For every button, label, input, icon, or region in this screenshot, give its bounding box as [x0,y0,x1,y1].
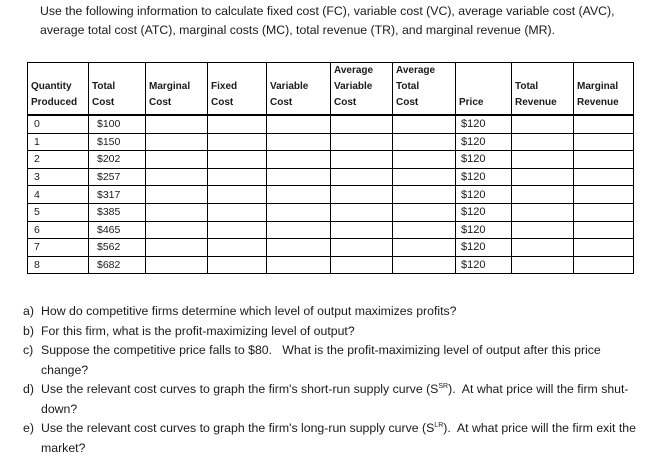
avc-cell [331,133,393,151]
question-letter: d) [23,382,34,396]
marginal-revenue-cell [574,256,634,274]
atc-cell [393,186,456,204]
superscript-sr: SR [438,382,449,390]
total-cost-cell: $682 [89,256,146,274]
marginal-revenue-cell [574,221,634,239]
marginal-cost-cell [146,115,208,133]
marginal-cost-cell [146,151,208,169]
avc-cell [331,203,393,221]
marginal-revenue-cell [574,239,634,257]
question-item [23,380,651,419]
total-revenue-cell [512,186,574,204]
total-revenue-cell [512,168,574,186]
variable-cost-cell [267,151,331,169]
table-row [28,203,634,221]
total-cost-cell: $317 [89,186,146,204]
superscript-lr: LR [434,421,444,429]
table-row [28,168,634,186]
question-text: For this firm, what is the profit-maximizing level of output? [41,323,355,338]
fixed-cost-cell [208,239,267,257]
avc-cell [331,186,393,204]
header-total-revenue: Total Revenue [512,63,574,116]
total-cost-cell: $202 [89,151,146,169]
variable-cost-cell [267,203,331,221]
price-cell: $120 [456,203,512,221]
atc-cell [393,151,456,169]
quantity-cell: 0 [28,115,89,133]
question-text: Use the relevant cost curves to graph the firm's short-run supply curve $(S^{SR})$. At what price will the firm shut-down? [41,382,629,416]
marginal-revenue-cell [574,151,634,169]
question-item [23,302,651,322]
quantity-cell: 5 [28,203,89,221]
total-cost-cell: $150 [89,133,146,151]
avc-cell [331,256,393,274]
header-average-total-cost: Average Total Cost [393,63,456,116]
avc-cell [331,151,393,169]
price-cell: $120 [456,151,512,169]
question-text: Use the relevant cost curves to graph the firm's long-run supply curve $(S^{LR})$. At what price will the firm exit the market? [41,421,640,455]
fixed-cost-cell [208,168,267,186]
atc-cell [393,203,456,221]
fixed-cost-cell [208,151,267,169]
price-cell: $120 [456,239,512,257]
price-cell: $120 [456,133,512,151]
header-marginal-revenue: Marginal Revenue [574,63,634,116]
quantity-cell: 8 [28,256,89,274]
table-row [28,186,634,204]
atc-cell [393,221,456,239]
table-row [28,239,634,257]
total-revenue-cell [512,256,574,274]
question-item [23,341,651,380]
header-quantity-produced: Quantity Produced [28,63,89,116]
instructions-text: Use the following information to calculate fixed cost (FC), variable cost (VC), average variable cost (AVC), average total cost (ATC), marginal costs (MC), total revenue (TR), and marginal revenue (MR). [40,4,615,37]
variable-cost-cell [267,133,331,151]
total-revenue-cell [512,221,574,239]
variable-cost-cell [267,168,331,186]
table-row [28,221,634,239]
total-revenue-cell [512,239,574,257]
marginal-revenue-cell [574,186,634,204]
marginal-cost-cell [146,221,208,239]
marginal-revenue-cell [574,203,634,221]
fixed-cost-cell [208,256,267,274]
atc-cell [393,239,456,257]
variable-cost-cell [267,239,331,257]
atc-cell [393,133,456,151]
atc-cell [393,115,456,133]
total-cost-cell: $100 [89,115,146,133]
variable-cost-cell [267,221,331,239]
fixed-cost-cell [208,203,267,221]
table-row [28,151,634,169]
price-cell: $120 [456,115,512,133]
avc-cell [331,115,393,133]
marginal-cost-cell [146,186,208,204]
total-revenue-cell [512,151,574,169]
total-cost-cell: $562 [89,239,146,257]
marginal-revenue-cell [574,168,634,186]
marginal-revenue-cell [574,115,634,133]
header-total-cost: Total Cost [89,63,146,116]
header-price: Price [456,63,512,116]
variable-cost-cell [267,256,331,274]
quantity-cell: 6 [28,221,89,239]
table-row [28,256,634,274]
price-cell: $120 [456,168,512,186]
fixed-cost-cell [208,133,267,151]
total-revenue-cell [512,115,574,133]
fixed-cost-cell [208,221,267,239]
fixed-cost-cell [208,115,267,133]
table-row [28,115,634,133]
question-letter: a) [23,304,34,318]
table-header-row [28,63,634,116]
total-cost-cell: $465 [89,221,146,239]
total-cost-cell: $257 [89,168,146,186]
marginal-revenue-cell [574,133,634,151]
total-revenue-cell [512,203,574,221]
cost-table [27,62,634,274]
atc-cell [393,168,456,186]
question-text: Suppose the competitive price falls to $80. What is the profit-maximizing level of output after this price change? [41,343,605,377]
quantity-cell: 4 [28,186,89,204]
question-letter: c) [23,343,34,357]
avc-cell [331,239,393,257]
marginal-cost-cell [146,203,208,221]
question-letter: e) [23,421,34,435]
marginal-cost-cell [146,256,208,274]
price-cell: $120 [456,221,512,239]
quantity-cell: 3 [28,168,89,186]
price-cell: $120 [456,256,512,274]
marginal-cost-cell [146,133,208,151]
marginal-cost-cell [146,239,208,257]
question-item [23,322,651,342]
header-fixed-cost: Fixed Cost [208,63,267,116]
quantity-cell: 7 [28,239,89,257]
avc-cell [331,221,393,239]
fixed-cost-cell [208,186,267,204]
header-variable-cost: Variable Cost [267,63,331,116]
question-text: How do competitive firms determine which level of output maximizes profits? [41,304,457,318]
question-letter: b) [23,323,34,338]
header-marginal-cost: Marginal Cost [146,63,208,116]
atc-cell [393,256,456,274]
table-row [28,133,634,151]
variable-cost-cell [267,186,331,204]
price-cell: $120 [456,186,512,204]
total-cost-cell: $385 [89,203,146,221]
question-list [23,302,651,458]
question-item [23,419,651,458]
variable-cost-cell [267,115,331,133]
total-revenue-cell [512,133,574,151]
avc-cell [331,168,393,186]
marginal-cost-cell [146,168,208,186]
quantity-cell: 1 [28,133,89,151]
quantity-cell: 2 [28,151,89,169]
header-average-variable-cost: Average Variable Cost [331,63,393,116]
